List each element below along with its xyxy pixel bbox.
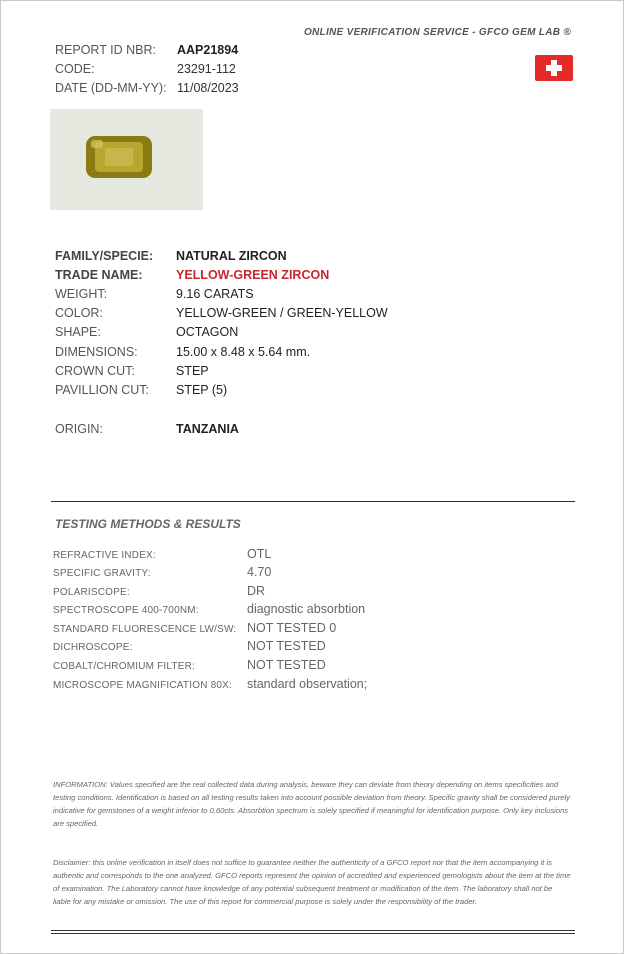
dimensions-row xyxy=(55,345,310,359)
color-value: YELLOW-GREEN / GREEN-YELLOW xyxy=(176,306,388,320)
information-note: INFORMATION: Values specified are the real collected data during analysis, beware they can deviate from theory depending on items specificities and testing conditions. Identification is based on all testing results taken into account possible deviation from theory. Specific gravity shall be considered purely indicative for gemstones of a weight inferior to 0.60cts. Absorbtion spectrum is solely specified if meaningful for identification purpose. Only key inclusions are specified. xyxy=(53,780,570,828)
code-label: CODE: xyxy=(55,62,95,76)
family-row xyxy=(55,249,287,263)
testing-title: TESTING METHODS & RESULTS xyxy=(55,517,241,531)
test-row xyxy=(53,675,367,693)
test-row xyxy=(53,600,365,618)
test-label: STANDARD FLUORESCENCE LW/SW: xyxy=(53,624,237,635)
test-label: REFRACTIVE INDEX: xyxy=(53,550,156,561)
dimensions-label: DIMENSIONS: xyxy=(55,345,138,359)
test-row xyxy=(53,563,271,581)
origin-row xyxy=(55,422,239,436)
swiss-flag-icon xyxy=(535,55,573,81)
bottom-rule-bottom xyxy=(51,933,575,934)
date-label: DATE (DD-MM-YY): xyxy=(55,81,167,95)
pavillion-cut-label: PAVILLION CUT: xyxy=(55,383,150,397)
dimensions-value: 15.00 x 8.48 x 5.64 mm. xyxy=(176,345,311,359)
test-value: DR xyxy=(247,584,266,598)
flag-cross-horizontal xyxy=(546,65,562,71)
family-value: NATURAL ZIRCON xyxy=(176,249,287,263)
report-id-value: AAP21894 xyxy=(177,43,239,57)
trade-name-value: YELLOW-GREEN ZIRCON xyxy=(176,268,330,282)
code-value: 23291-112 xyxy=(177,62,236,76)
test-row xyxy=(53,582,265,600)
report-id-label: REPORT ID NBR: xyxy=(55,43,156,57)
test-label: MICROSCOPE MAGNIFICATION 80X: xyxy=(53,680,232,691)
test-label: SPECTROSCOPE 400-700NM: xyxy=(53,605,199,616)
color-row xyxy=(55,306,388,320)
gem-photo xyxy=(50,109,203,210)
test-row xyxy=(53,545,271,563)
shape-row xyxy=(55,325,238,339)
test-value: NOT TESTED xyxy=(247,639,326,653)
test-label: DICHROSCOPE: xyxy=(53,642,133,653)
test-value: 4.70 xyxy=(247,565,272,579)
date-row xyxy=(55,81,239,95)
test-label: COBALT/CHROMIUM FILTER: xyxy=(53,661,196,672)
gem-glint xyxy=(91,140,103,148)
bottom-rule-top xyxy=(51,930,575,931)
date-value: 11/08/2023 xyxy=(177,81,239,95)
test-row xyxy=(53,637,326,655)
test-label: POLARISCOPE: xyxy=(53,587,130,598)
code-row xyxy=(55,62,236,76)
gem-image xyxy=(86,136,152,178)
shape-value: OCTAGON xyxy=(176,325,239,339)
family-label: FAMILY/SPECIE: xyxy=(55,249,154,263)
test-row xyxy=(53,619,336,637)
test-value: diagnostic absorbtion xyxy=(247,602,366,616)
test-value: NOT TESTED 0 xyxy=(247,621,337,635)
crown-cut-row xyxy=(55,364,209,378)
trade-name-label: TRADE NAME: xyxy=(55,268,143,282)
report-id-row xyxy=(55,43,238,57)
pavillion-cut-row xyxy=(55,383,227,397)
service-title: ONLINE VERIFICATION SERVICE - GFCO GEM LAB ® xyxy=(303,27,571,38)
origin-value: TANZANIA xyxy=(176,422,239,436)
origin-label: ORIGIN: xyxy=(55,422,103,436)
test-row xyxy=(53,656,326,674)
test-value: OTL xyxy=(247,547,272,561)
crown-cut-value: STEP xyxy=(176,364,209,378)
weight-label: WEIGHT: xyxy=(55,287,108,301)
trade-name-row xyxy=(55,268,329,282)
test-value: NOT TESTED xyxy=(247,658,326,672)
color-label: COLOR: xyxy=(55,306,103,320)
weight-row xyxy=(55,287,254,301)
disclaimer-note: Disclaimer: this online verification in itself does not suffice to guarantee neither the authenticity of a GFCO report nor that the item accompanying it is authentic and corresponds to the one analyzed. GFCO reports represent the opinion of accredited and experienced gemologists about the item at the time of examination. The Laboratory cannot have knowledge of any potential subsequent treatment or modification of the item. The laboratory shall not be liable for any mistake or omission. The use of this report for commercial purpose is solely under the responsibility of the trader. xyxy=(53,858,571,906)
test-label: SPECIFIC GRAVITY: xyxy=(53,568,151,579)
weight-value: 9.16 CARATS xyxy=(176,287,254,301)
gem-table xyxy=(105,148,133,166)
test-value: standard observation; xyxy=(247,677,368,691)
crown-cut-label: CROWN CUT: xyxy=(55,364,135,378)
divider xyxy=(51,501,575,502)
pavillion-cut-value: STEP (5) xyxy=(176,383,228,397)
shape-label: SHAPE: xyxy=(55,325,101,339)
